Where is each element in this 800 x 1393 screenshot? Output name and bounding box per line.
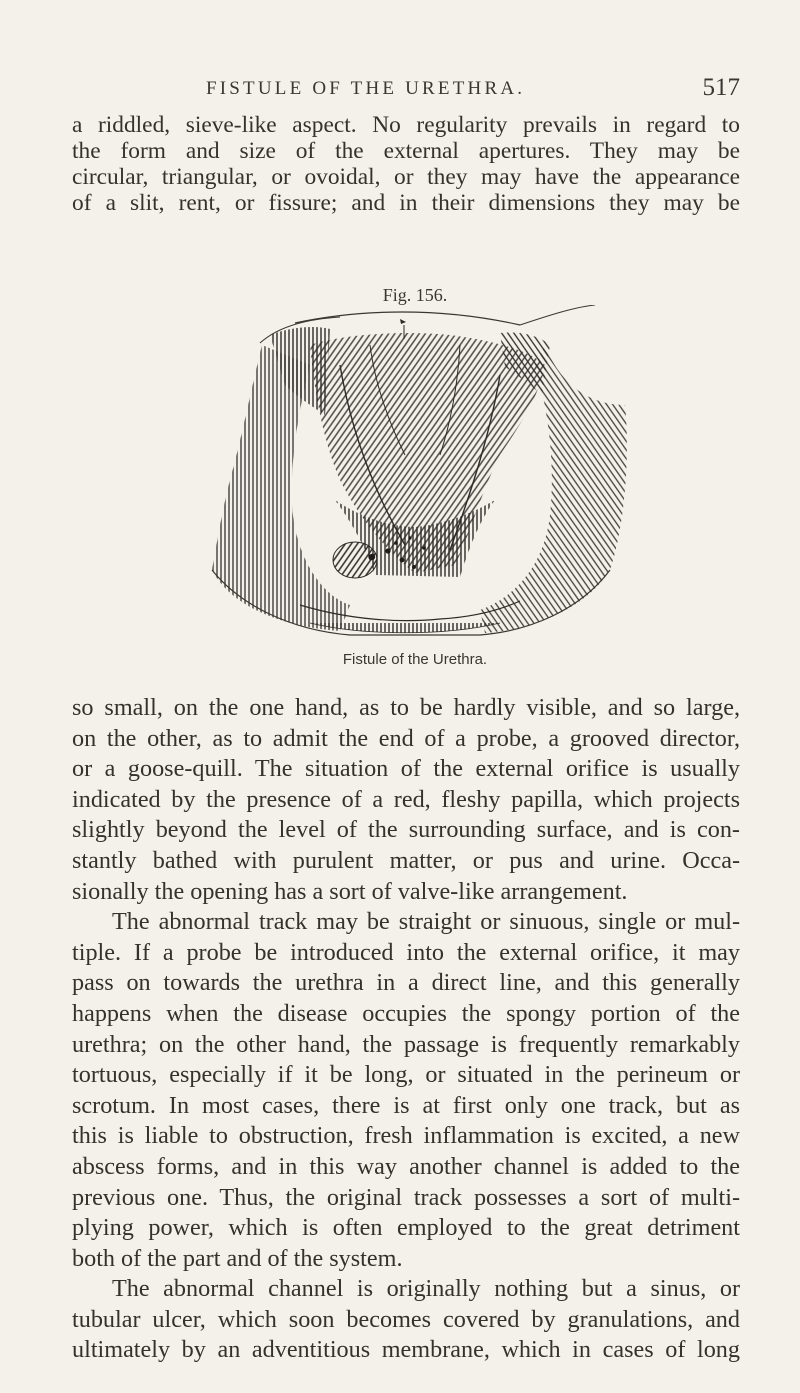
text-line: tortuous, especially if it be long, or situated in the perineum or xyxy=(72,1061,740,1089)
text-line: circular, triangular, or ovoidal, or they may have the appearance xyxy=(72,164,740,190)
text-line: scrotum. In most cases, there is at first only one track, but as xyxy=(72,1091,740,1119)
fistula-opening xyxy=(422,546,426,550)
fistula-opening xyxy=(400,558,405,563)
fistula-opening xyxy=(408,536,411,539)
text-line: tiple. If a probe be introduced into the external orifice, it may xyxy=(72,938,740,966)
fistula-opening xyxy=(412,565,416,569)
text-line: urethra; on the other hand, the passage is frequently remarkably xyxy=(72,1030,740,1058)
anatomical-illustration xyxy=(200,305,630,655)
text-line: indicated by the presence of a red, fleshy papilla, which projects xyxy=(72,785,740,813)
text-line: stantly bathed with purulent matter, or pus and urine. Occa- xyxy=(72,846,740,874)
text-line: both of the part and of the system. xyxy=(72,1244,403,1272)
text-line: this is liable to obstruction, fresh inflammation is excited, a new xyxy=(72,1122,740,1150)
text-line: ultimately by an adventitious membrane, which in cases of long xyxy=(72,1336,740,1364)
text-line: pass on towards the urethra in a direct line, and this generally xyxy=(72,969,740,997)
running-head xyxy=(72,74,740,108)
paragraph-top xyxy=(72,112,740,216)
fistula-opening xyxy=(385,548,390,553)
paragraph-bottom xyxy=(72,693,740,1366)
fistula-opening xyxy=(369,554,375,560)
text-line: sionally the opening has a sort of valve-like arrangement. xyxy=(72,877,628,905)
text-line: slightly beyond the level of the surrounding surface, and is con- xyxy=(72,816,740,844)
text-line: on the other, as to admit the end of a probe, a grooved director, xyxy=(72,724,740,752)
text-line: The abnormal channel is originally nothing but a sinus, or xyxy=(112,1275,740,1303)
page-number: 517 xyxy=(702,74,740,101)
text-line: happens when the disease occupies the spongy portion of the xyxy=(72,999,740,1027)
text-line: so small, on the one hand, as to be hardly visible, and so large, xyxy=(72,694,740,721)
text-line: a riddled, sieve-like aspect. No regularity prevails in regard to xyxy=(72,112,740,138)
running-title: FISTULE OF THE URETHRA. xyxy=(206,78,526,99)
text-line: tubular ulcer, which soon becomes covered by granulations, and xyxy=(72,1305,740,1333)
text-line: the form and size of the external apertures. They may be xyxy=(72,138,740,164)
text-line: or a goose-quill. The situation of the external orifice is usually xyxy=(72,755,740,783)
text-line: abscess forms, and in this way another channel is added to the xyxy=(72,1152,740,1180)
text-line: previous one. Thus, the original track possesses a sort of multi- xyxy=(72,1183,740,1211)
text-line: The abnormal track may be straight or sinuous, single or mul- xyxy=(112,908,740,936)
text-line: plying power, which is often employed to the great detriment xyxy=(72,1214,740,1242)
figure-caption: Fistule of the Urethra. xyxy=(342,651,488,668)
figure xyxy=(200,285,630,687)
figure-label: Fig. 156. xyxy=(382,285,448,305)
fistula-opening xyxy=(394,541,398,545)
text-line: of a slit, rent, or fissure; and in their dimensions they may be xyxy=(72,190,740,216)
